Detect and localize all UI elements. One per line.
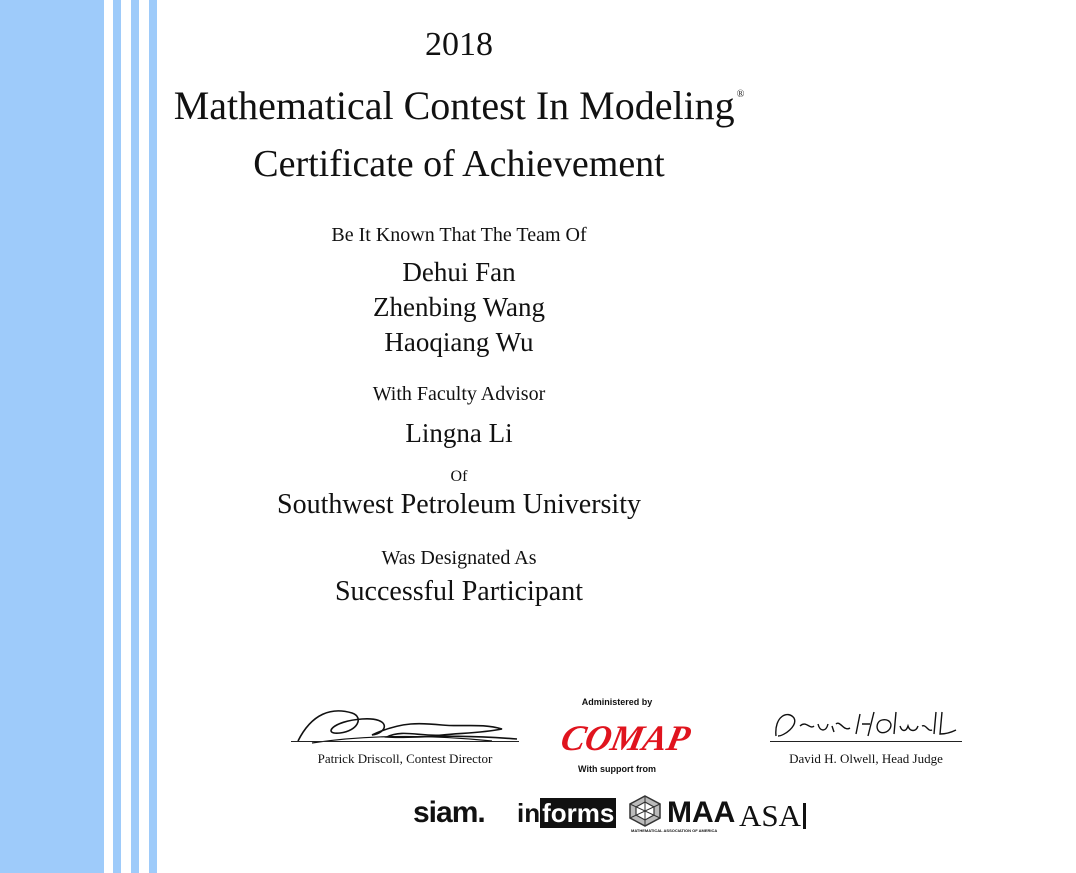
- certificate-title: Certificate of Achievement: [253, 143, 665, 185]
- designation-value: Successful Participant: [334, 576, 584, 607]
- director-signature: [292, 703, 522, 749]
- head-judge-signature: [770, 706, 960, 742]
- team-label: Be It Known That The Team Of: [331, 224, 587, 246]
- advisor-label: With Faculty Advisor: [372, 383, 546, 405]
- head-judge-caption: David H. Olwell, Head Judge: [789, 751, 943, 766]
- team-member: Haoqiang Wu: [384, 327, 534, 357]
- informs-logo: [517, 798, 616, 829]
- siam-logo: siam.: [413, 796, 485, 829]
- registered-mark: ®: [736, 89, 745, 100]
- maa-emblem-icon: [627, 794, 663, 828]
- support-label: With support from: [578, 764, 656, 774]
- director-signature-line: [291, 741, 519, 742]
- comap-logo-text: COMAP: [557, 718, 694, 758]
- advisor-name: Lingna Li: [405, 418, 513, 448]
- maa-logo: MAA: [667, 796, 736, 829]
- comap-logo: [557, 708, 694, 760]
- certificate-year: 2018: [425, 26, 493, 63]
- informs-logo-in: in: [517, 798, 541, 828]
- institution-name: Southwest Petroleum University: [277, 489, 641, 520]
- asa-bars-icon: [803, 803, 820, 829]
- informs-logo-forms: forms: [542, 798, 615, 828]
- of-label: Of: [450, 468, 468, 485]
- team-member: Dehui Fan: [402, 257, 516, 287]
- contest-name: [0, 82, 997, 129]
- team-member: Zhenbing Wang: [372, 292, 546, 322]
- head-judge-signature-line: [770, 741, 962, 742]
- maa-subtitle: MATHEMATICAL ASSOCIATION OF AMERICA: [631, 828, 718, 833]
- contest-name-text: Mathematical Contest In Modeling: [173, 83, 735, 128]
- asa-logo-text: ASA: [739, 798, 802, 833]
- team-members: [0, 255, 997, 360]
- asa-logo: [739, 798, 820, 834]
- designation-label: Was Designated As: [381, 547, 537, 569]
- administered-by-label: Administered by: [581, 697, 653, 707]
- director-caption: Patrick Driscoll, Contest Director: [317, 751, 493, 766]
